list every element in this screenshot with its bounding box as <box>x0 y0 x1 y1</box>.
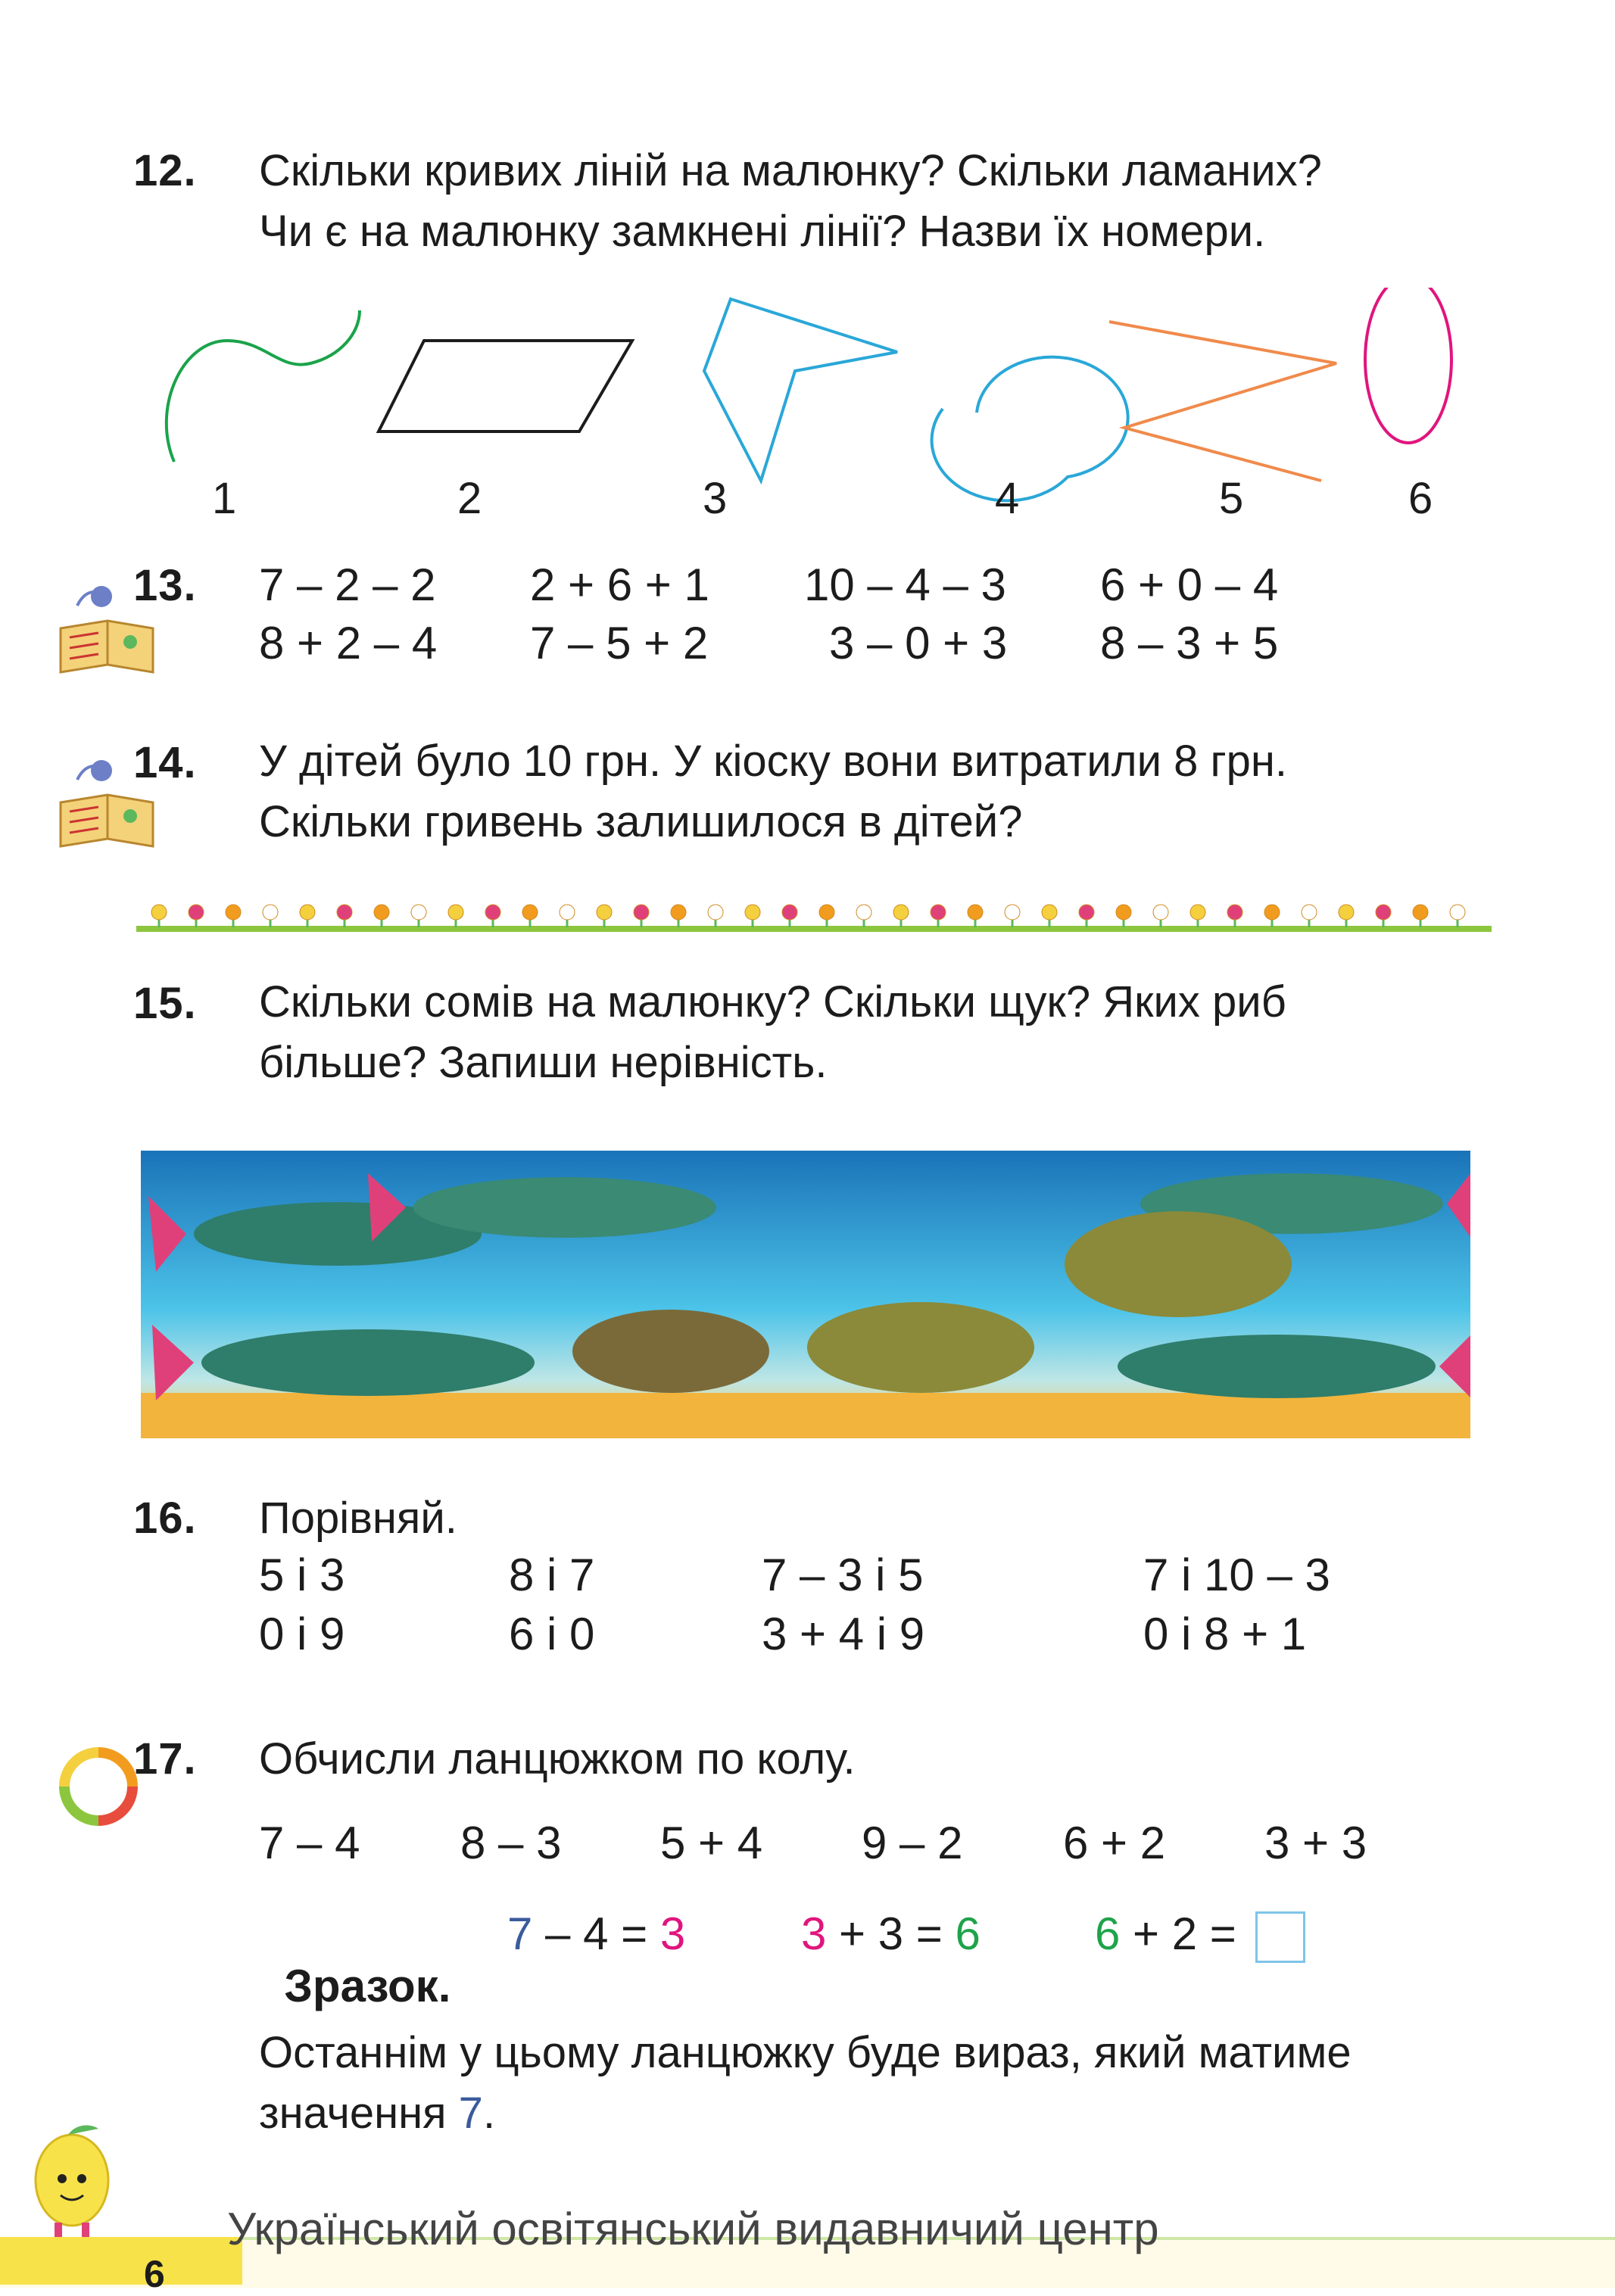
figure-label-5: 5 <box>1219 474 1244 523</box>
ex16-expr-2-4: 0 і 8 + 1 <box>1143 1609 1307 1659</box>
sample-label: Зразок. <box>284 1961 451 2011</box>
flower-border-decoration <box>136 897 1492 939</box>
exercise-17-final-line-1: Останнім у цьому ланцюжку буде вираз, який матиме <box>259 2028 1352 2077</box>
cycle-arrows-icon <box>53 1741 144 1832</box>
exercise-12-number: 12. <box>133 146 197 195</box>
exercise-14-line-2: Скільки гривень залишилося в дітей? <box>259 797 1023 846</box>
ex17-expr-2: 8 – 3 <box>460 1818 562 1868</box>
exercise-17-final-line-2: значення 7. <box>259 2089 496 2138</box>
ex16-expr-1-4: 7 і 10 – 3 <box>1143 1550 1330 1600</box>
exercise-15-line-2: більше? Запиши нерівність. <box>259 1038 828 1087</box>
curve-line-1 <box>167 310 360 462</box>
ex16-expr-2-1: 0 і 9 <box>259 1609 345 1659</box>
sample-eq-2: 3 + 3 = 6 <box>801 1908 981 1959</box>
ellipse-line-6 <box>1365 288 1451 443</box>
exercise-13-number: 13. <box>133 561 197 610</box>
arc-line-4 <box>932 357 1128 501</box>
quadrilateral-line-3 <box>704 299 897 481</box>
figure-label-3: 3 <box>703 474 728 523</box>
exercise-14-line-1: У дітей було 10 грн. У кіоску вони витратили 8 грн. <box>259 737 1288 786</box>
ex13-expr-1-3: 10 – 4 – 3 <box>804 559 1006 610</box>
zigzag-line-5 <box>1109 322 1336 481</box>
figure-label-6: 6 <box>1408 474 1433 523</box>
exercise-16-title: Порівняй. <box>259 1494 457 1543</box>
sample-eq-1: 7 – 4 = 3 <box>507 1908 686 1959</box>
ex13-expr-1-1: 7 – 2 – 2 <box>259 559 436 610</box>
ex13-expr-1-2: 2 + 6 + 1 <box>530 559 709 610</box>
ex13-expr-2-4: 8 – 3 + 5 <box>1100 618 1279 668</box>
ex16-expr-2-3: 3 + 4 і 9 <box>762 1609 925 1659</box>
ex13-expr-2-1: 8 + 2 – 4 <box>259 618 438 668</box>
ex16-expr-2-2: 6 і 0 <box>509 1609 595 1659</box>
figure-label-1: 1 <box>212 474 237 523</box>
catfish <box>572 1310 769 1393</box>
exercise-12-line-2: Чи є на малюнку замкнені лінії? Назви їх номери. <box>259 207 1266 256</box>
exercise-15-line-1: Скільки сомів на малюнку? Скільки щук? Яких риб <box>259 977 1286 1027</box>
ex17-expr-4: 9 – 2 <box>862 1818 963 1868</box>
lemon-mascot <box>15 2120 129 2241</box>
answer-box[interactable] <box>1255 1911 1305 1963</box>
catfish <box>807 1302 1034 1393</box>
exercise-14-number: 14. <box>133 738 197 787</box>
ex17-expr-1: 7 – 4 <box>259 1818 360 1868</box>
lines-figure <box>151 288 1469 515</box>
ex16-expr-1-1: 5 і 3 <box>259 1550 345 1600</box>
ex13-expr-2-2: 7 – 5 + 2 <box>530 618 709 668</box>
ex13-expr-1-4: 6 + 0 – 4 <box>1100 559 1279 610</box>
parallelogram-line-2 <box>379 341 632 431</box>
fish-illustration <box>141 1151 1470 1438</box>
ex17-expr-5: 6 + 2 <box>1063 1818 1166 1868</box>
ex17-expr-6: 3 + 3 <box>1264 1818 1367 1868</box>
page-number: 6 <box>144 2253 165 2295</box>
ex13-expr-2-3: 3 – 0 + 3 <box>829 618 1008 668</box>
figure-label-2: 2 <box>457 474 482 523</box>
exercise-17-title: Обчисли ланцюжком по колу. <box>259 1734 856 1784</box>
ex16-expr-1-3: 7 – 3 і 5 <box>762 1550 924 1600</box>
sample-eq-3: 6 + 2 = <box>1095 1908 1305 1963</box>
exercise-16-number: 16. <box>133 1494 197 1543</box>
page-number-tab <box>0 2237 242 2285</box>
catfish <box>1065 1211 1292 1317</box>
publisher-name: Український освітянський видавничий центр <box>227 2204 1159 2254</box>
ex17-expr-3: 5 + 4 <box>660 1818 763 1868</box>
ex16-expr-1-2: 8 і 7 <box>509 1550 595 1600</box>
sample-row <box>259 1908 451 2012</box>
exercise-17-number: 17. <box>133 1734 197 1784</box>
figure-label-4: 4 <box>995 474 1020 523</box>
exercise-12-line-1: Скільки кривих ліній на малюнку? Скільки ламаних? <box>259 146 1322 195</box>
exercise-15-number: 15. <box>133 979 197 1028</box>
